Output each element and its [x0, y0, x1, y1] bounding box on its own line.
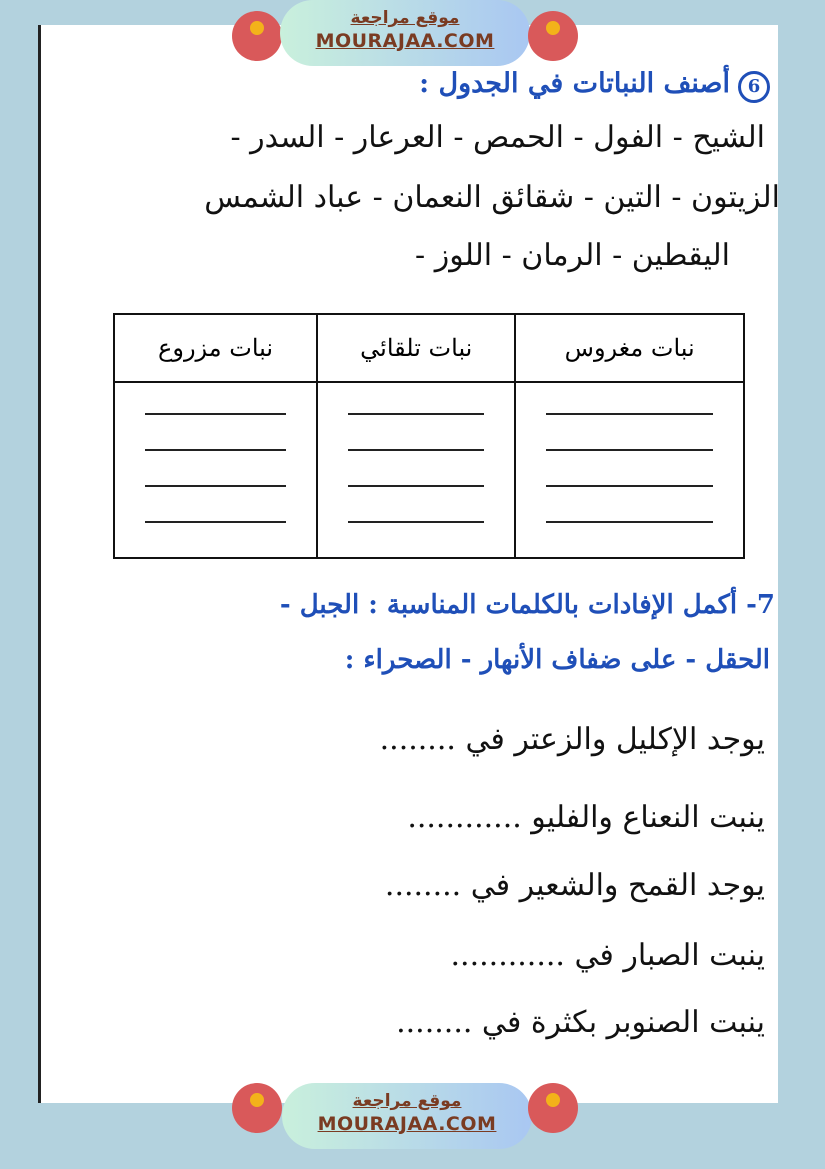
answer-cell[interactable]	[515, 382, 744, 558]
exercise-number: 6	[738, 71, 770, 103]
header-planted: نبات مغروس	[515, 314, 744, 382]
site-logo	[528, 11, 578, 61]
sentence: يوجد القمح والشعير في ........	[384, 868, 765, 903]
exercise-title-text: أصنف النباتات في الجدول :	[419, 68, 730, 99]
word-line: اليقطين - الرمان - اللوز -	[415, 238, 730, 273]
site-name-ar: موقع مراجعة	[352, 1091, 462, 1111]
site-name-en: MOURAJAA.COM	[315, 30, 495, 52]
exercise-7-title: 7- أكمل الإفادات بالكلمات المناسبة : الجبل -	[279, 590, 775, 620]
header-sown: نبات مزروع	[114, 314, 317, 382]
site-logo	[232, 11, 282, 61]
answer-cell[interactable]	[317, 382, 515, 558]
sentence: ينبت الصبار في ............	[450, 938, 765, 973]
word-line: الشيح - الفول - الحمص - العرعار - السدر -	[230, 120, 765, 155]
exercise-title-text: أكمل الإفادات بالكلمات المناسبة : الجبل -	[279, 590, 738, 620]
site-name-en: MOURAJAA.COM	[317, 1113, 497, 1135]
exercise-number: 7	[756, 590, 775, 620]
site-banner-bottom[interactable]	[282, 1083, 532, 1149]
site-logo	[528, 1083, 578, 1133]
sentence: يوجد الإكليل والزعتر في ........	[379, 722, 765, 757]
site-logo	[232, 1083, 282, 1133]
word-line: الزيتون - التين - شقائق النعمان - عباد الشمس	[204, 180, 780, 215]
site-name-ar: موقع مراجعة	[350, 8, 460, 28]
answer-cell[interactable]	[114, 382, 317, 558]
exercise-6-title	[419, 68, 770, 103]
classification-table	[113, 313, 745, 559]
sentence: ينبت الصنوبر بكثرة في ........	[396, 1005, 765, 1040]
sentence: ينبت النعناع والفليو ............	[407, 800, 765, 835]
site-banner-top[interactable]	[280, 0, 530, 66]
exercise-7-title-line2: الحقل - على ضفاف الأنهار - الصحراء :	[344, 645, 770, 675]
header-wild: نبات تلقائي	[317, 314, 515, 382]
